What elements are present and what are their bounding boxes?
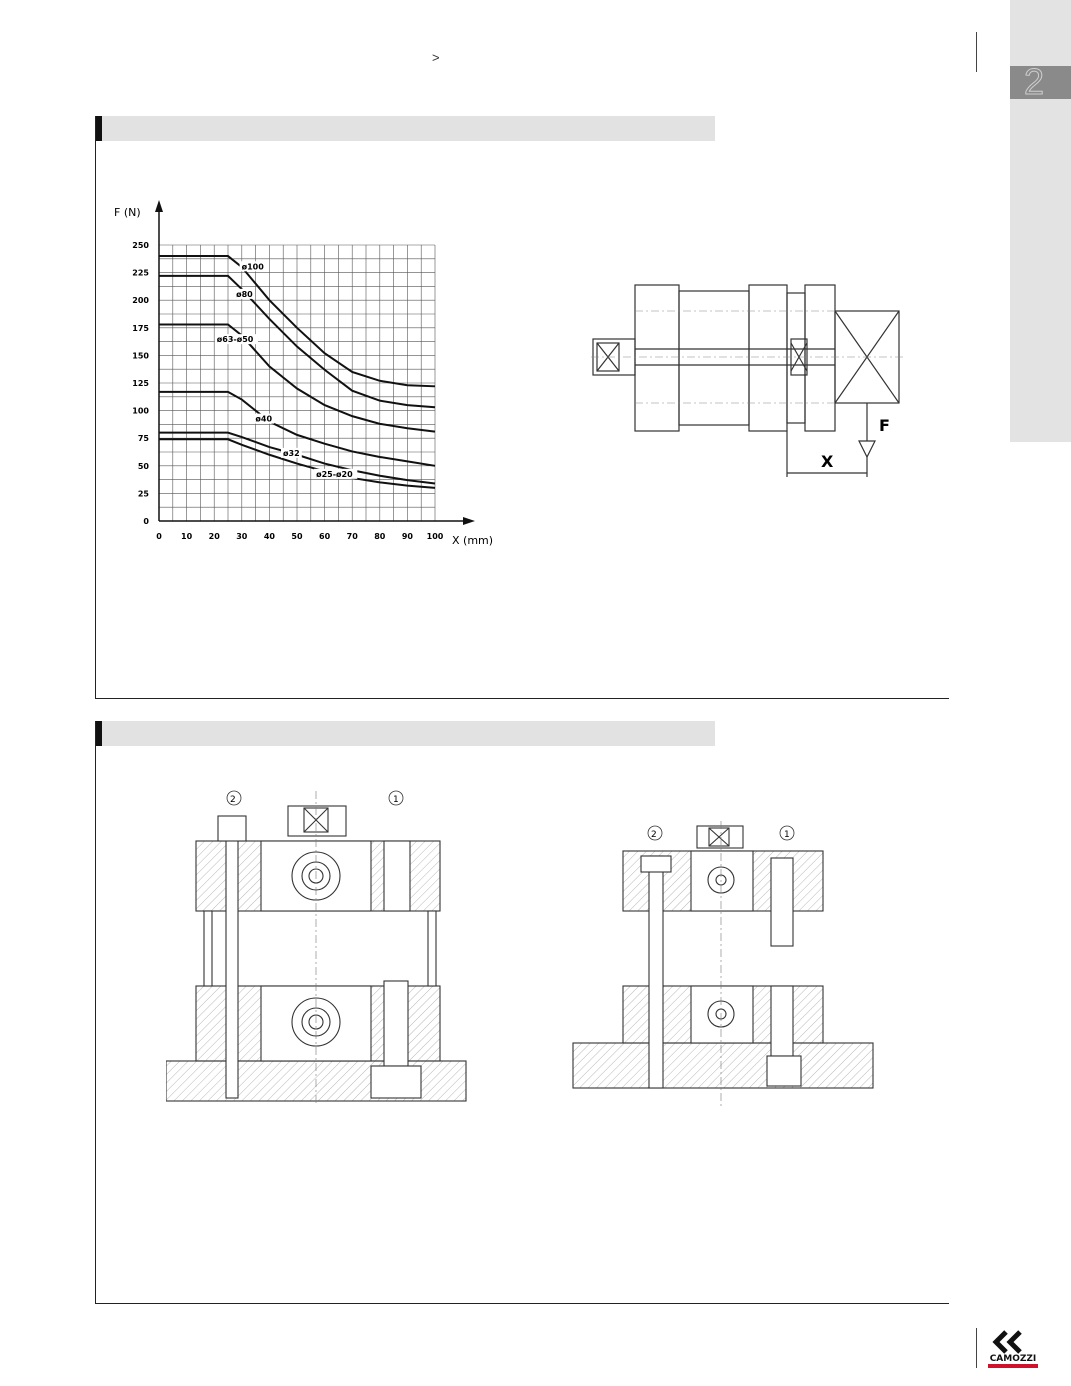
y-axis-label: F (N): [114, 206, 141, 219]
logo-text: CAMOZZI: [989, 1354, 1037, 1364]
section-header: [96, 721, 715, 746]
x-tick-label: 40: [263, 532, 275, 541]
x-tick-label: 0: [156, 532, 162, 541]
x-tick-label: 90: [401, 532, 413, 541]
x-tick-label: 50: [291, 532, 303, 541]
y-tick-label: 200: [132, 296, 149, 306]
series-label: ø80: [236, 289, 253, 299]
x-tick-label: 20: [208, 532, 220, 541]
x-axis-label: X (mm): [452, 534, 494, 547]
mounting-drawing-right: [571, 816, 881, 1106]
callout-2: 2: [651, 830, 657, 840]
distance-label: X: [821, 452, 834, 471]
y-tick-label: 250: [132, 241, 149, 250]
camozzi-logo: [984, 1326, 1042, 1370]
x-axis-arrow: [463, 517, 475, 525]
footer-rule: [976, 1328, 977, 1368]
section-header-bar: [96, 721, 102, 746]
y-tick-label: 50: [137, 461, 149, 471]
chapter-tab: [1010, 0, 1071, 442]
breadcrumb-separator: >: [432, 50, 440, 65]
section-header-bar: [96, 116, 102, 141]
series-label: ø63-ø50: [216, 335, 254, 345]
series-label: ø32: [283, 448, 300, 458]
mounting-drawing-left: [166, 786, 476, 1106]
x-tick-label: 80: [374, 532, 386, 541]
callout-1: 1: [784, 830, 790, 840]
cylinder-side-view: [591, 281, 921, 501]
chapter-number: 2: [1024, 61, 1045, 102]
y-tick-label: 150: [132, 351, 149, 361]
y-tick-label: 75: [137, 434, 149, 444]
y-tick-label: 100: [132, 406, 149, 416]
y-tick-label: 175: [132, 323, 149, 333]
section-mounting: [95, 721, 949, 1304]
x-tick-label: 30: [236, 532, 248, 541]
header-rule: [976, 32, 977, 72]
force-chart: [106, 196, 526, 556]
section-header: [96, 116, 715, 141]
force-label: F: [879, 416, 890, 435]
series-label: ø40: [255, 414, 273, 424]
y-tick-label: 25: [137, 489, 149, 499]
callout-2: 2: [230, 795, 236, 805]
section-load-chart: [95, 116, 949, 699]
x-tick-label: 10: [181, 532, 193, 541]
y-axis-arrow: [155, 200, 163, 212]
y-tick-label: 225: [132, 268, 149, 278]
y-tick-label: 0: [143, 517, 149, 526]
series-label: ø100: [241, 262, 264, 272]
x-tick-label: 100: [426, 532, 444, 541]
y-tick-label: 125: [132, 379, 149, 388]
series-label: ø25-ø20: [316, 469, 353, 479]
x-tick-label: 70: [346, 532, 358, 541]
callout-1: 1: [393, 795, 399, 805]
x-tick-label: 60: [319, 532, 331, 541]
